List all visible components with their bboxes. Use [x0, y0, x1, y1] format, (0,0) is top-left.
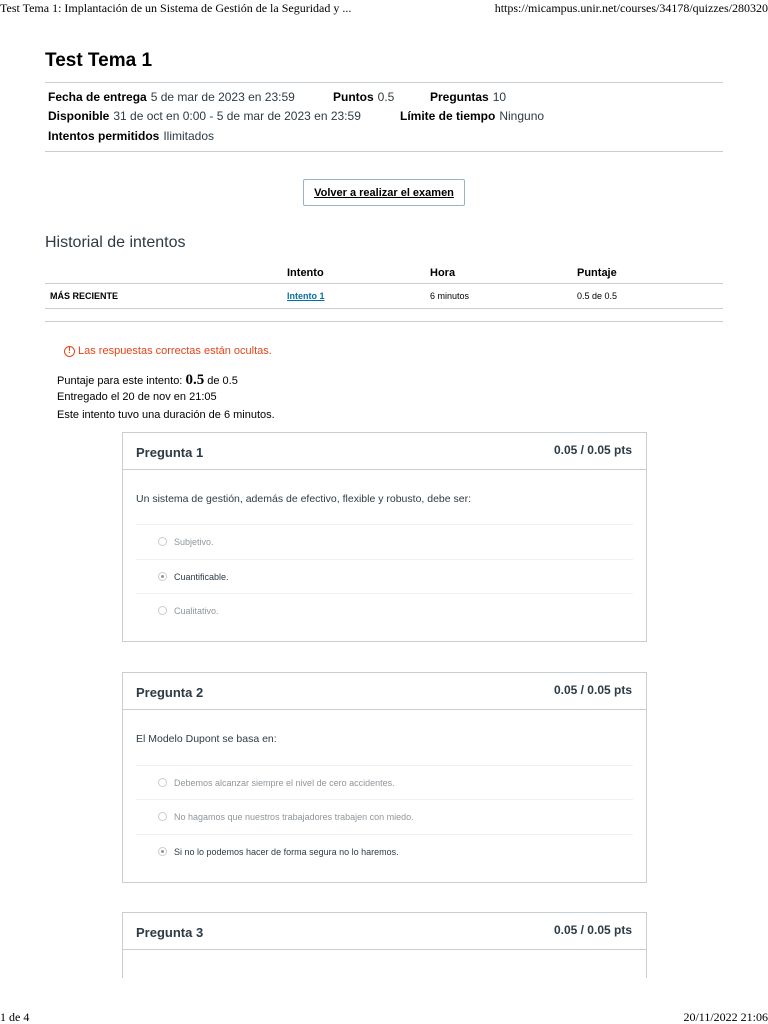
question-points: 0.05 / 0.05 pts [553, 443, 632, 457]
table-divider [45, 283, 723, 284]
question-points: 0.05 / 0.05 pts [553, 923, 632, 937]
availability [48, 109, 361, 123]
column-header-time: Hora [430, 267, 456, 279]
answer-label: Debemos alcanzar siempre el nivel de cero accidentes. [174, 777, 395, 788]
answers-hidden-text: Las respuestas correctas están ocultas. [78, 345, 272, 357]
attempts-label: Intentos permitidos [48, 129, 160, 143]
question-title: Pregunta 3 [136, 925, 204, 940]
answer-label: No hagamos que nuestros trabajadores trabajen con miedo. [174, 811, 414, 822]
time-limit-value: Ninguno [499, 109, 545, 123]
page-title: Test Tema 1 [45, 50, 153, 71]
score-prefix: Puntaje para este intento: [57, 375, 183, 387]
question-card [122, 432, 647, 642]
due-date [48, 90, 295, 104]
answer-option [136, 799, 633, 833]
table-divider [45, 308, 723, 309]
questions-value: 10 [492, 90, 507, 104]
radio-button [158, 812, 167, 821]
answer-option [136, 834, 633, 868]
table-divider [45, 321, 723, 322]
points-value: 0.5 [377, 90, 395, 104]
question-card [122, 672, 647, 883]
available-label: Disponible [48, 109, 110, 123]
answer-label: Subjetivo. [174, 536, 214, 547]
points-label: Puntos [333, 90, 374, 104]
radio-button-selected [158, 847, 167, 856]
divider [45, 82, 723, 83]
column-header-attempt: Intento [287, 267, 324, 279]
retake-quiz-button[interactable]: Volver a realizar el examen [303, 179, 465, 206]
warning-icon: ! [64, 346, 75, 357]
attempt-link[interactable]: Intento 1 [287, 291, 325, 301]
time-limit [400, 109, 544, 123]
answer-option [136, 765, 633, 799]
latest-tag: MÁS RECIENTE [50, 291, 119, 301]
answer-label: Si no lo podemos hacer de forma segura no lo haremos. [174, 846, 399, 857]
question-points: 0.05 / 0.05 pts [553, 683, 632, 697]
submitted-line: Entregado el 20 de nov en 21:05 [57, 391, 217, 403]
due-date-value: 5 de mar de 2023 en 23:59 [150, 90, 295, 104]
print-header-title: Test Tema 1: Implantación de un Sistema de Gestión de la Seguridad y ... [0, 1, 352, 15]
attempt-time: 6 minutos [430, 291, 470, 301]
radio-button-selected [158, 572, 167, 581]
allowed-attempts [48, 129, 214, 143]
answer-label: Cualitativo. [174, 605, 219, 616]
radio-button [158, 778, 167, 787]
question-text: El Modelo Dupont se basa en: [136, 733, 277, 745]
answers-hidden-notice [64, 345, 272, 357]
questions-label: Preguntas [430, 90, 489, 104]
attempts-value: Ilimitados [163, 129, 215, 143]
column-header-score: Puntaje [577, 267, 617, 279]
score-value: 0.5 [185, 372, 205, 388]
question-text: Un sistema de gestión, además de efectivo, flexible y robusto, debe ser: [136, 493, 472, 505]
question-title: Pregunta 2 [136, 685, 204, 700]
divider [45, 151, 723, 152]
questions-count [430, 90, 506, 104]
print-datetime: 20/11/2022 21:06 [683, 1010, 768, 1024]
score-suffix: de 0.5 [207, 375, 238, 387]
answer-option [136, 593, 633, 627]
radio-button [158, 537, 167, 546]
page-number: 1 de 4 [0, 1010, 30, 1024]
answer-option [136, 524, 633, 558]
answer-label: Cuantificable. [174, 571, 229, 582]
duration-line: Este intento tuvo una duración de 6 minutos. [57, 409, 275, 421]
due-date-label: Fecha de entrega [48, 90, 147, 104]
question-title: Pregunta 1 [136, 445, 204, 460]
question-card [122, 912, 647, 978]
time-limit-label: Límite de tiempo [400, 109, 496, 123]
attempt-score-line [57, 372, 238, 389]
attempt-score: 0.5 de 0.5 [577, 291, 618, 301]
answer-option [136, 559, 633, 593]
radio-button [158, 606, 167, 615]
points [333, 90, 394, 104]
available-value: 31 de oct en 0:00 - 5 de mar de 2023 en 23:59 [113, 109, 361, 123]
print-header-url: https://micampus.unir.net/courses/34178/quizzes/280320 [494, 1, 768, 15]
attempt-history-heading: Historial de intentos [45, 234, 186, 251]
